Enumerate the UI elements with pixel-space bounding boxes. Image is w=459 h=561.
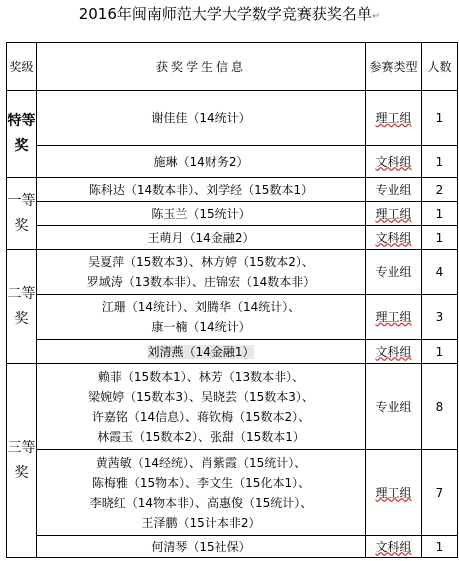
- table-row: [7, 536, 458, 558]
- count-cell: 1: [422, 202, 458, 226]
- type-cell: 文科组: [366, 536, 422, 558]
- level-cell-special: 特等奖: [7, 91, 37, 178]
- table-row: [7, 178, 458, 202]
- type-cell: 专业组: [366, 178, 422, 202]
- count-cell: 1: [422, 146, 458, 178]
- info-cell: 赖菲（15数本1）、林芳（13数本非）、 梁婉婷（15数本3）、吴晓芸（15数本3）、 许嘉铭（14信息）、蒋钦梅（15数本2）、 林霞玉（15数本2）、张甜（15数本1）: [37, 364, 366, 450]
- header-row: [7, 43, 458, 91]
- type-cell: 理工组: [366, 91, 422, 146]
- level-cell-first: 一等奖: [7, 178, 37, 250]
- header-info: 获奖学生信息: [37, 43, 366, 91]
- type-cell: 理工组: [366, 450, 422, 536]
- table-row: [7, 202, 458, 226]
- table-row: [7, 146, 458, 178]
- info-cell: 谢佳佳（14统计）: [37, 91, 366, 146]
- info-cell: 王萌月（14金融2）: [37, 226, 366, 250]
- count-cell: 1: [422, 91, 458, 146]
- document-title: [0, 5, 459, 26]
- return-mark: ↵: [371, 11, 381, 22]
- type-cell: 理工组: [366, 295, 422, 340]
- table-row: [7, 340, 458, 364]
- award-table: [6, 42, 458, 558]
- type-cell: 理工组: [366, 202, 422, 226]
- level-cell-third: 三等奖: [7, 364, 37, 558]
- table-row: [7, 364, 458, 450]
- table-row: [7, 450, 458, 536]
- count-cell: 1: [422, 340, 458, 364]
- info-cell: 何清琴（15社保）: [37, 536, 366, 558]
- type-cell: 专业组: [366, 250, 422, 295]
- info-cell: 刘清燕（14金融1）: [37, 340, 366, 364]
- info-cell: 黄茜敏（14经统）、肖紫霞（15统计）、 陈梅雅（15物本）、李文生（15化本1）、 李晓红（14物本非）、高惠俊（15统计）、 王泽鹏（15计本非2）: [37, 450, 366, 536]
- type-cell: 文科组: [366, 146, 422, 178]
- count-cell: 1: [422, 226, 458, 250]
- header-count: 人数: [422, 43, 458, 91]
- level-cell-second: 二等奖: [7, 250, 37, 364]
- table-row: [7, 295, 458, 340]
- info-cell: 陈科达（14数本非）、刘学经（15数本1）: [37, 178, 366, 202]
- count-cell: 7: [422, 450, 458, 536]
- type-cell: 文科组: [366, 226, 422, 250]
- count-cell: 3: [422, 295, 458, 340]
- count-cell: 8: [422, 364, 458, 450]
- info-cell: 江珊（14统计）、刘腾华（14统计）、 康一楠（14统计）: [37, 295, 366, 340]
- header-level: 奖级: [7, 43, 37, 91]
- info-cell: 施琳（14财务2）: [37, 146, 366, 178]
- count-cell: 4: [422, 250, 458, 295]
- table-row: [7, 91, 458, 146]
- type-cell: 文科组: [366, 340, 422, 364]
- type-cell: 专业组: [366, 364, 422, 450]
- info-cell: 吴夏萍（15数本3）、林方婷（15数本2）、 罗域涛（13数本非）、庄锦宏（14数本非）: [37, 250, 366, 295]
- title-text: 2016年闽南师范大学大学数学竞赛获奖名单: [78, 5, 372, 23]
- table-row: [7, 226, 458, 250]
- header-type: 参赛类型: [366, 43, 422, 91]
- info-cell: 陈玉兰（15统计）: [37, 202, 366, 226]
- count-cell: 1: [422, 536, 458, 558]
- count-cell: 2: [422, 178, 458, 202]
- table-row: [7, 250, 458, 295]
